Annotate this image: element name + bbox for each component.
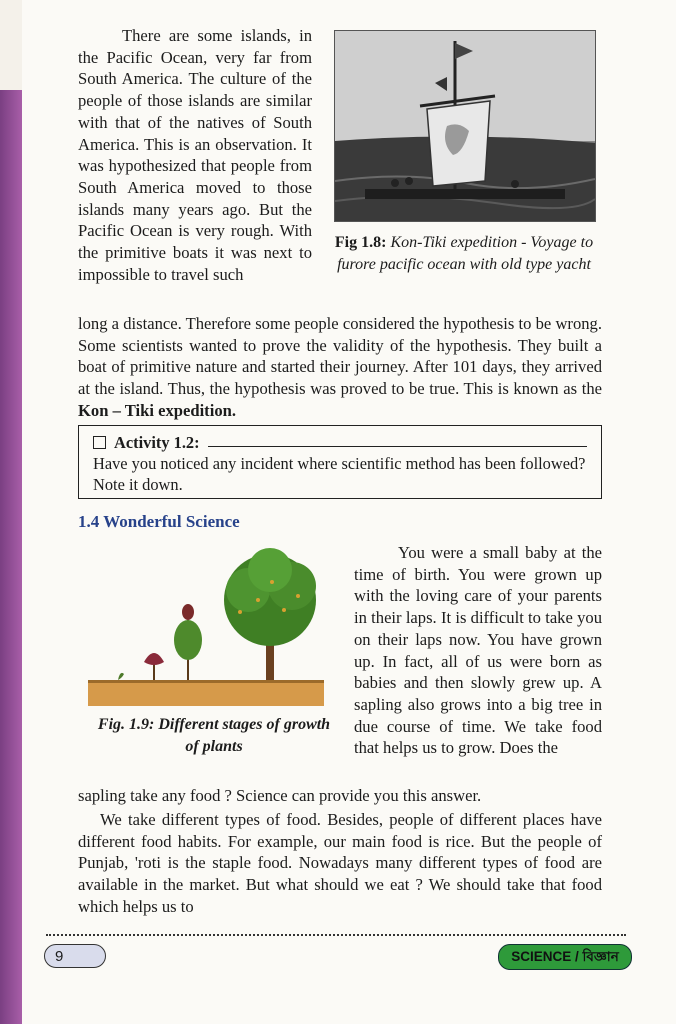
footer-subject-badge: SCIENCE / বিজ্ঞান bbox=[498, 944, 632, 970]
page-edge bbox=[0, 90, 22, 1024]
kon-tiki-photo bbox=[334, 30, 596, 222]
paragraph-kon-tiki-expedition: long a distance. Therefore some people considered the hypothesis to be wrong. Some scientists wanted to prove the validity of the hypothesis. They built a boat of primitive nature and started their journey. After 101 days, they arrived at the island. Thus, the hypothesis was proved to be true. This is known as the Kon – Tiki expedition. bbox=[78, 314, 602, 420]
activity-box bbox=[78, 425, 602, 499]
checkbox-icon bbox=[93, 436, 106, 449]
footer-divider bbox=[46, 934, 626, 936]
paragraph-growth: You were a small baby at the time of birth. You were grown up with the loving care of your parents in their laps. It is difficult to take you on their laps now. You have grown up. In fact, all of us were born as babies and then slowly grew up. A sapling also grows into a big tree in due course of time. We take food that helps us to grow. Does the bbox=[354, 543, 602, 758]
figure-1-8-label: Fig 1.8: bbox=[334, 234, 387, 251]
textbook-page bbox=[22, 0, 676, 1024]
plant-growth-illustration bbox=[88, 540, 324, 710]
figure-1-8-text: Kon-Tiki expedition - Voyage to furore pacific ocean with old type yacht bbox=[337, 234, 594, 273]
kon-tiki-term: Kon – Tiki expedition. bbox=[78, 400, 236, 420]
page-number: 9 bbox=[44, 944, 106, 968]
paragraph-growth-continued: sapling take any food ? Science can provide you this answer. bbox=[78, 786, 482, 805]
paragraph-food: We take different types of food. Besides, people of different places have different food habits. For example, our main food is rice. But the people of Punjab, 'roti is the staple food. Nowadays many different types of food are available in the market. But what should we eat ? We should take that food which helps us to bbox=[78, 810, 602, 916]
figure-1-8-caption bbox=[316, 232, 612, 276]
activity-text: Have you noticed any incident where scientific method has been followed? Note it down. bbox=[93, 454, 586, 494]
paragraph-kon-tiki-intro: There are some islands, in the Pacific Ocean, very far from South America. The culture of the people of those islands are similar with that of the natives of South America. This is an observation. It was hypothesized that people from South America moved to those islands many years ago. But the Pacific Ocean is very rough. With the primitive boats it was next to impossible to travel such bbox=[78, 26, 312, 284]
section-heading: 1.4 Wonderful Science bbox=[78, 512, 240, 531]
activity-title: Activity 1.2: bbox=[114, 433, 200, 452]
figure-1-9-caption: Fig. 1.9: Different stages of growth of plants bbox=[97, 716, 331, 755]
